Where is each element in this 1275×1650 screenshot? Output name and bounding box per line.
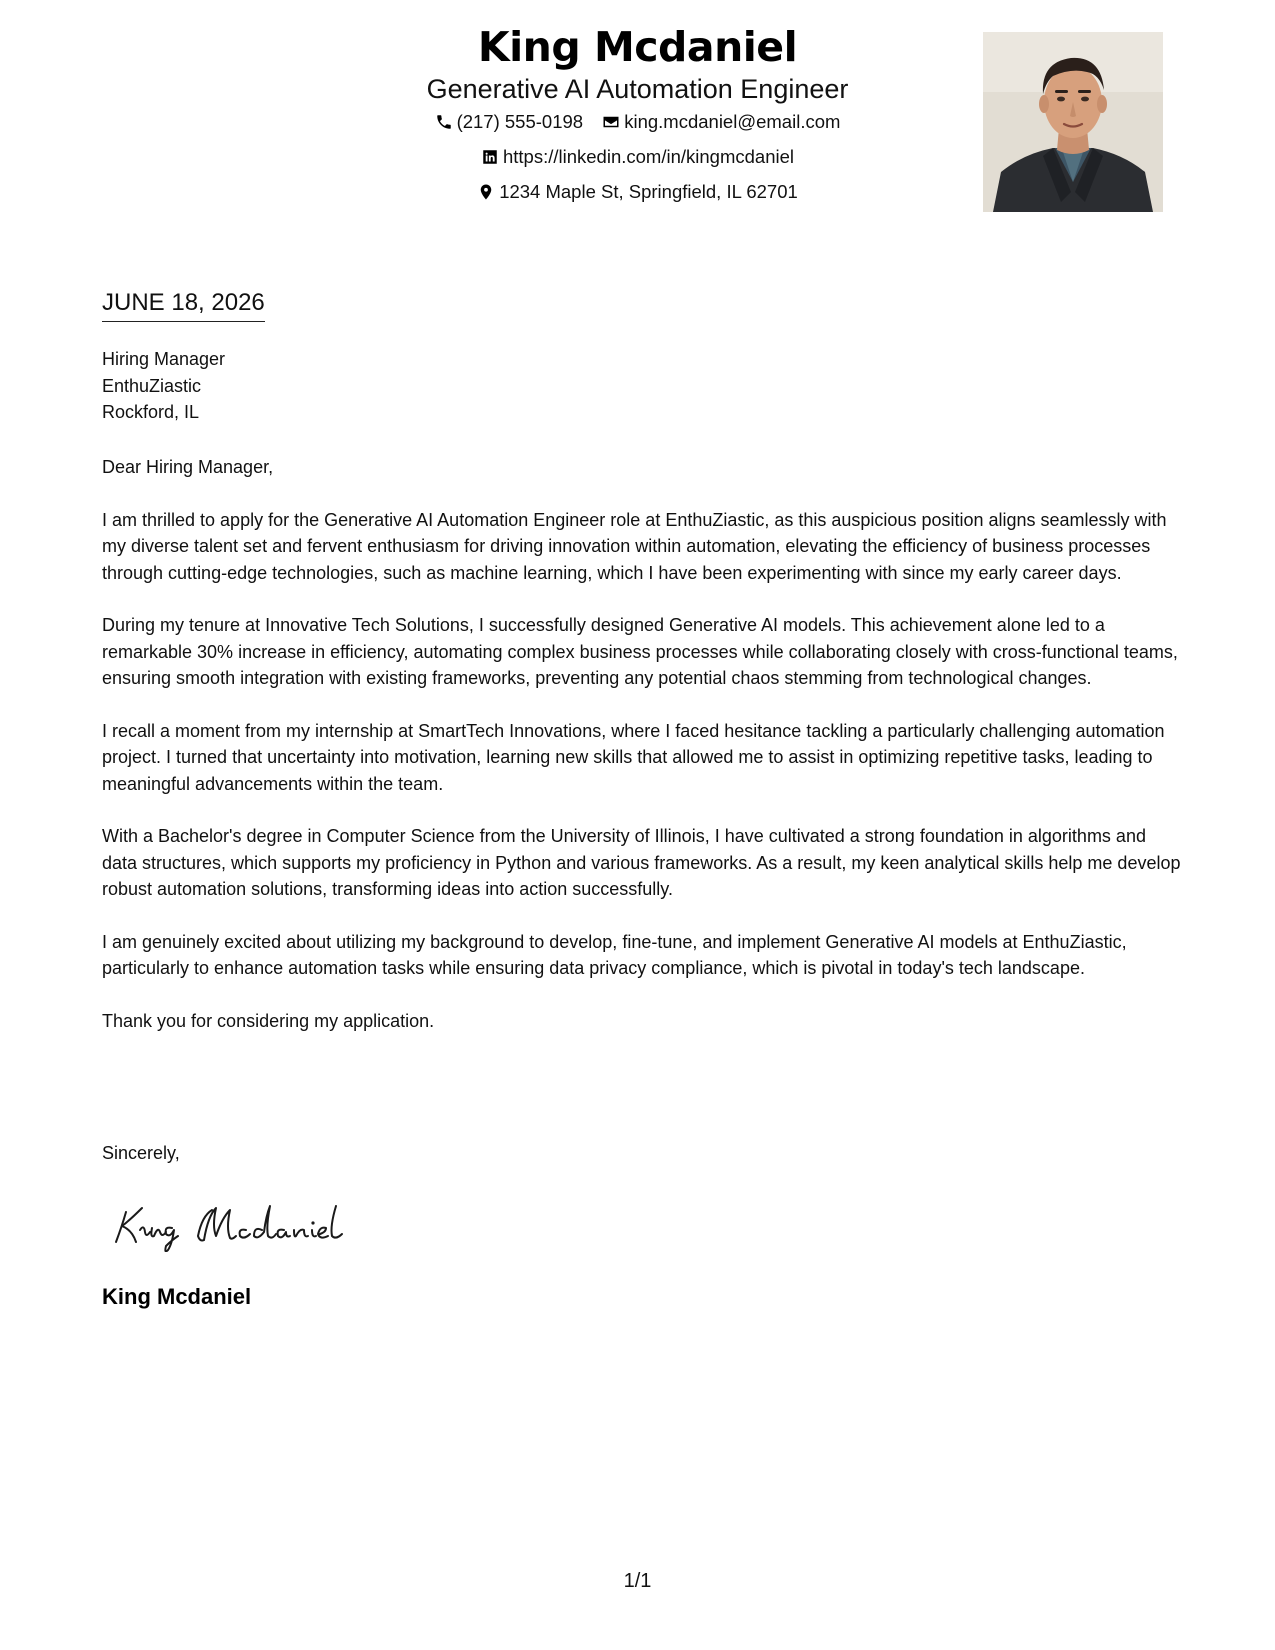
signer-name: King Mcdaniel bbox=[102, 1284, 252, 1309]
body-paragraph: I am genuinely excited about utilizing my background to develop, fine-tune, and implement Generative AI models at EnthuZiastic, particularly to enhance automation tasks while ensuring data privacy compliance, which is pivotal in today's tech landscape. bbox=[102, 931, 1127, 978]
linkedin-text[interactable]: https://linkedin.com/in/kingmcdaniel bbox=[502, 146, 794, 167]
address-contact bbox=[477, 176, 798, 208]
phone-text: (217) 555-0198 bbox=[456, 111, 584, 132]
envelope-icon bbox=[602, 113, 620, 131]
body-paragraph: I recall a moment from my internship at SmartTech Innovations, where I faced hesitance tackling a particularly challenging automation project. I turned that uncertainty into motivation, learning new skills that allowed me to assist in optimizing repetitive tasks, leading to meaningful advancements within the team. bbox=[102, 720, 1165, 794]
map-pin-icon bbox=[477, 183, 495, 201]
linkedin-icon bbox=[481, 148, 499, 166]
body-paragraph: With a Bachelor's degree in Computer Science from the University of Illinois, I have cultivated a strong foundation in algorithms and data structures, which supports my proficiency in Python and various frameworks. As a result, my keen analytical skills help me develop robust automation solutions, transforming ideas into action successfully. bbox=[102, 826, 1181, 899]
recipient-location: Rockford, IL bbox=[102, 402, 200, 422]
letter-body bbox=[102, 454, 1182, 1060]
email-contact[interactable] bbox=[602, 106, 840, 138]
thank-you-paragraph: Thank you for considering my application. bbox=[102, 1010, 435, 1031]
job-title: Generative AI Automation Engineer bbox=[426, 74, 849, 104]
page-number: 1/1 bbox=[623, 1570, 652, 1592]
address-text: 1234 Maple St, Springfield, IL 62701 bbox=[499, 181, 798, 202]
recipient-name: Hiring Manager bbox=[102, 349, 226, 369]
letter-date: JUNE 18, 2026 bbox=[102, 286, 265, 322]
salutation: Dear Hiring Manager, bbox=[102, 457, 274, 477]
handwritten-signature bbox=[112, 1196, 352, 1252]
closing: Sincerely, bbox=[102, 1143, 180, 1163]
phone-contact bbox=[435, 106, 584, 138]
profile-photo bbox=[983, 32, 1163, 212]
recipient-company: EnthuZiastic bbox=[102, 375, 202, 396]
applicant-name: King Mcdaniel bbox=[477, 23, 798, 71]
linkedin-contact[interactable] bbox=[481, 141, 794, 173]
body-paragraph: During my tenure at Innovative Tech Solutions, I successfully designed Generative AI models. This achievement alone led to a remarkable 30% increase in efficiency, automating complex business processes while collaborating closely with cross-functional teams, ensuring smooth integration with existing frameworks, preventing any potential chaos stemming from technological changes. bbox=[102, 615, 1178, 688]
body-paragraph: I am thrilled to apply for the Generative AI Automation Engineer role at EnthuZiastic, as this auspicious position aligns seamlessly with my diverse talent set and fervent enthusiasm for driving innovation within automation, elevating the efficiency of business processes through cutting-edge technologies, such as machine learning, which I have been experimenting with since my early career days. bbox=[102, 509, 1167, 583]
email-text[interactable]: king.mcdaniel@email.com bbox=[624, 111, 841, 132]
phone-icon bbox=[435, 113, 453, 131]
recipient-block bbox=[102, 346, 225, 426]
